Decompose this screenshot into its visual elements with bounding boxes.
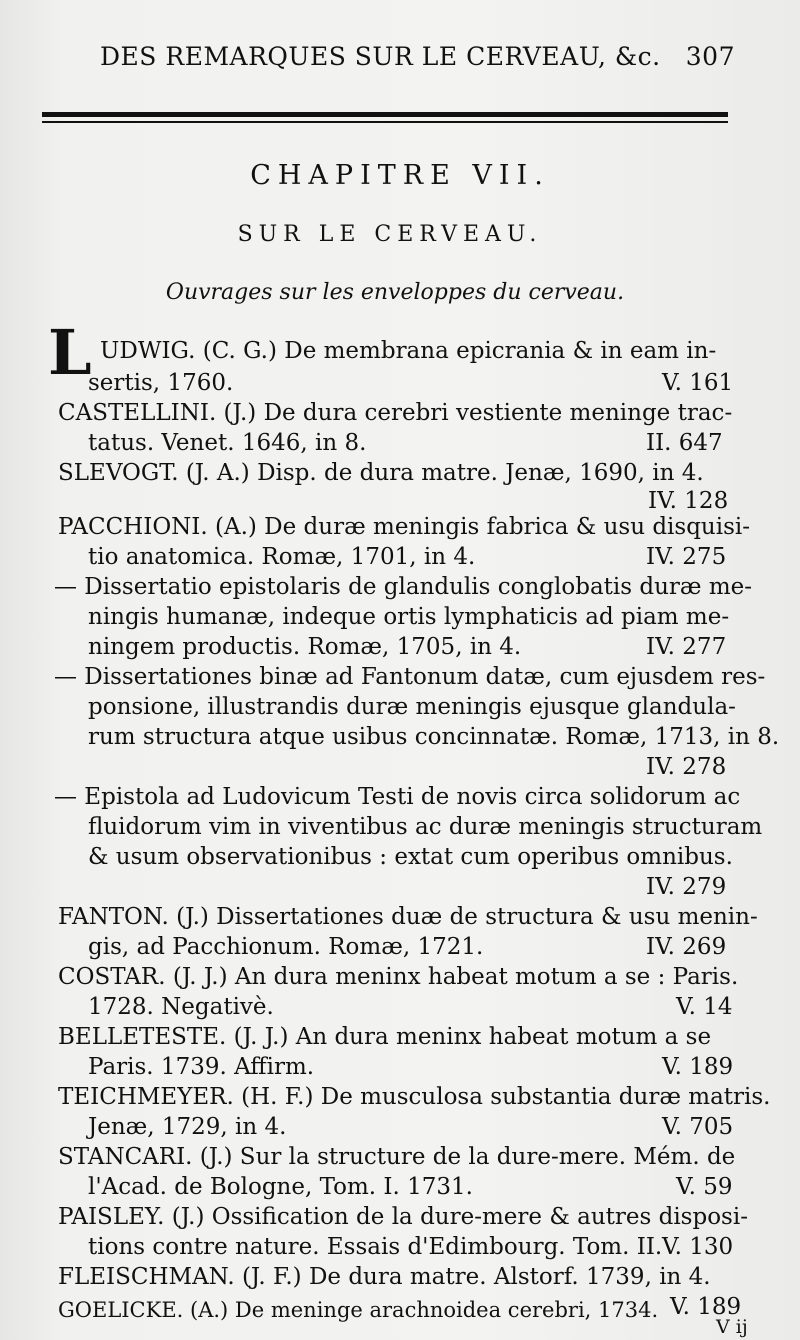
entry-ref: V. 130 <box>662 1234 734 1260</box>
entry-ref: V. 189 <box>670 1294 742 1320</box>
entry-line: Paris. 1739. Affirm. <box>88 1054 315 1080</box>
drop-cap: L <box>48 316 92 389</box>
chapter-title: CHAPITRE VII. <box>250 160 550 191</box>
header-rule-thin <box>42 121 728 123</box>
entry-ref: IV. 275 <box>646 544 727 570</box>
entry-ref: II. 647 <box>646 430 723 456</box>
entry-line: tatus. Venet. 1646, in 8. <box>88 430 367 456</box>
section-title: SUR LE CERVEAU. <box>237 222 543 247</box>
entry-ref: IV. 277 <box>646 634 727 660</box>
entry-line: COSTAR. (J. J.) An dura meninx habeat motum a se : Paris. <box>58 964 739 990</box>
entry-line: l'Acad. de Bologne, Tom. I. 1731. <box>88 1174 473 1200</box>
entry-line: FANTON. (J.) Dissertationes duæ de structura & usu menin- <box>58 904 758 930</box>
entry-line: PAISLEY. (J.) Ossification de la dure-mere & autres disposi- <box>58 1204 748 1230</box>
entry-line: FLEISCHMAN. (J. F.) De dura matre. Alstorf. 1739, in 4. <box>58 1264 711 1290</box>
entry-line: & usum observationibus : extat cum operibus omnibus. <box>88 844 733 870</box>
entry-ref: IV. 279 <box>646 874 727 900</box>
entry-ref: V. 705 <box>662 1114 734 1140</box>
entry-line: sertis, 1760. <box>88 370 234 396</box>
entry-ref: V. 189 <box>662 1054 734 1080</box>
entry-line: gis, ad Pacchionum. Romæ, 1721. <box>88 934 484 960</box>
entry-ref: IV. 128 <box>648 488 729 514</box>
entry-line: PACCHIONI. (A.) De duræ meningis fabrica & usu disquisi- <box>58 514 751 540</box>
entry-line: GOELICKE. (A.) De meninge arachnoidea cerebri, 1734. <box>58 1298 659 1322</box>
entry-line: UDWIG. (C. G.) De membrana epicrania & in eam in- <box>100 338 717 364</box>
entry-line: tions contre nature. Essais d'Edimbourg. Tom. II. <box>88 1234 663 1260</box>
entry-line: Jenæ, 1729, in 4. <box>88 1114 287 1140</box>
entry-ref: V. 59 <box>676 1174 733 1200</box>
entry-line: STANCARI. (J.) Sur la structure de la dure-mere. Mém. de <box>58 1144 736 1170</box>
entry-line: TEICHMEYER. (H. F.) De musculosa substantia duræ matris. <box>58 1084 771 1110</box>
entry-ref: IV. 269 <box>646 934 727 960</box>
entry-line: fluidorum vim in viventibus ac duræ meningis structuram <box>88 814 763 840</box>
entry-ref: V. 161 <box>662 370 734 396</box>
running-head <box>100 42 740 71</box>
header-rule-thick <box>42 112 728 117</box>
entry-ref: IV. 278 <box>646 754 727 780</box>
entry-line: rum structura atque usibus concinnatæ. Romæ, 1713, in 8. <box>88 724 780 750</box>
running-title: DES REMARQUES SUR LE CERVEAU, &c. <box>100 42 661 71</box>
subtitle: Ouvrages sur les enveloppes du cerveau. <box>165 280 625 305</box>
entry-line: 1728. Negativè. <box>88 994 274 1020</box>
entry-ref: V. 14 <box>676 994 733 1020</box>
page-number: 307 <box>685 42 735 71</box>
entry-line: — Dissertationes binæ ad Fantonum datæ, cum ejusdem res- <box>54 664 766 690</box>
entry-line: ponsione, illustrandis duræ meningis ejusque glandula- <box>88 694 736 720</box>
entry-line: — Dissertatio epistolaris de glandulis conglobatis duræ me- <box>54 574 753 600</box>
entry-line: ningem productis. Romæ, 1705, in 4. <box>88 634 522 660</box>
entry-line: SLEVOGT. (J. A.) Disp. de dura matre. Jenæ, 1690, in 4. <box>58 460 704 486</box>
entry-line: ningis humanæ, indeque ortis lymphaticis ad piam me- <box>88 604 730 630</box>
entry-line: CASTELLINI. (J.) De dura cerebri vestiente meninge trac- <box>58 400 733 426</box>
entry-line: BELLETESTE. (J. J.) An dura meninx habeat motum a se <box>58 1024 712 1050</box>
entry-line: tio anatomica. Romæ, 1701, in 4. <box>88 544 476 570</box>
catchword-signature: V ij <box>716 1316 748 1338</box>
entry-line: — Epistola ad Ludovicum Testi de novis circa solidorum ac <box>54 784 741 810</box>
